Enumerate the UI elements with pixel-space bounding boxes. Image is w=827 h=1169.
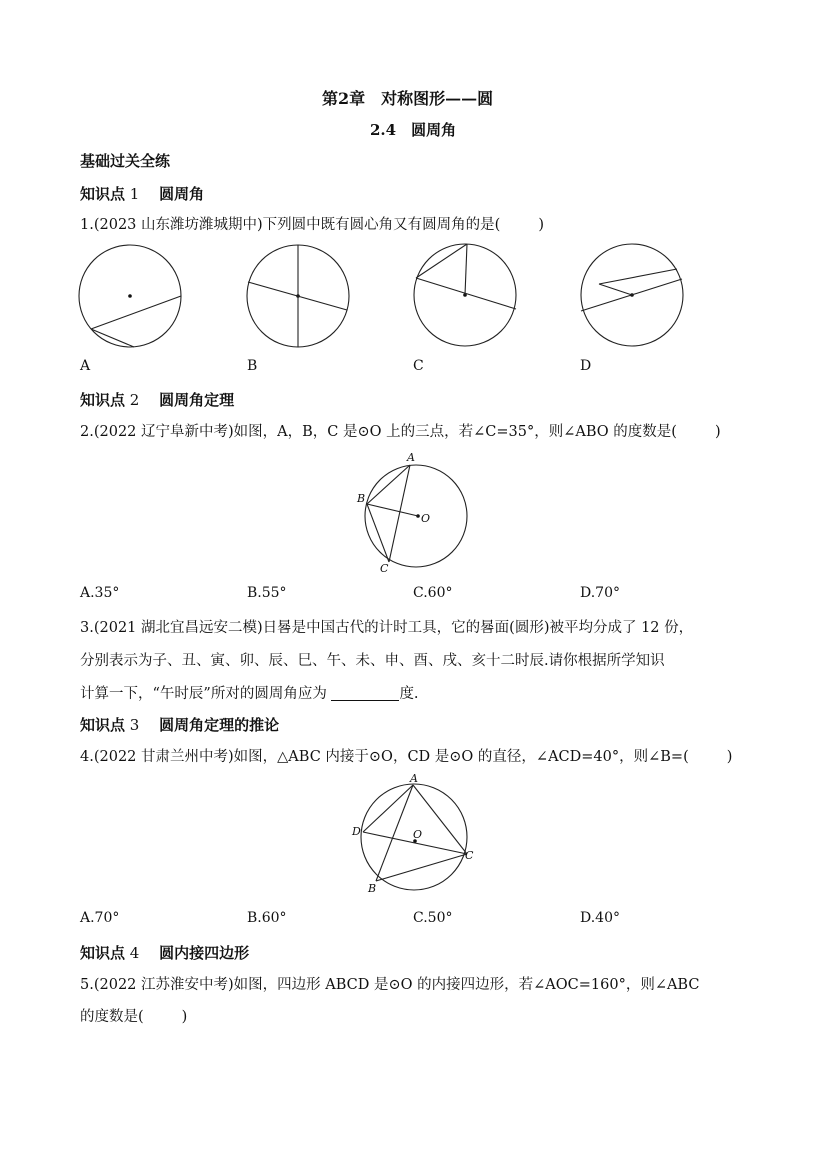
label-c: C bbox=[380, 562, 389, 575]
kp-label: 知识点 bbox=[80, 716, 126, 734]
knowledge-point-3 bbox=[80, 714, 279, 735]
kp-title: 圆内接四边形 bbox=[159, 944, 250, 962]
close-paren: ) bbox=[714, 424, 721, 440]
label-o: O bbox=[413, 828, 423, 841]
close-paren: ) bbox=[181, 1009, 188, 1025]
question-text: 1.(2023 山东潍坊潍城期中)下列圆中既有圆心角又有圆周角的是( bbox=[80, 217, 501, 233]
label-b: B bbox=[368, 882, 377, 895]
q1-option-d[interactable]: D bbox=[580, 358, 592, 374]
kp-label: 知识点 bbox=[80, 391, 126, 409]
kp-label: 知识点 bbox=[80, 185, 126, 203]
question-3-line-1: 3.(2021 湖北宜昌远安二模)日晷是中国古代的计时工具，它的晷面(圆形)被平均分成了 12 份， bbox=[80, 620, 694, 636]
question-5-line-2 bbox=[80, 1007, 187, 1027]
kp-title: 圆周角 bbox=[159, 185, 205, 203]
question-text: 计算一下，“午时辰”所对的圆周角应为 bbox=[80, 686, 327, 702]
label-a: A bbox=[407, 451, 415, 464]
question-text: 2.(2022 辽宁阜新中考)如图，A，B，C 是⊙O 上的三点，若∠C=35°，则∠ABO 的度数是( bbox=[80, 424, 677, 440]
kp-number: 1 bbox=[129, 185, 140, 203]
close-paren: ) bbox=[726, 749, 733, 765]
figure-b bbox=[247, 245, 349, 347]
close-paren: ) bbox=[538, 217, 544, 233]
q4-option-a[interactable]: A.70° bbox=[80, 910, 120, 926]
label-o: O bbox=[421, 512, 431, 525]
knowledge-point-1 bbox=[80, 183, 204, 204]
kp-number: 2 bbox=[129, 391, 140, 409]
figure-a bbox=[79, 245, 181, 347]
q4-figure bbox=[346, 774, 482, 898]
kp-label: 知识点 bbox=[80, 944, 126, 962]
q2-option-a[interactable]: A.35° bbox=[80, 585, 120, 601]
q2-option-b[interactable]: B.55° bbox=[247, 585, 287, 601]
question-text: 的度数是( bbox=[80, 1009, 144, 1025]
q2-figure bbox=[350, 448, 480, 576]
question-3-line-3 bbox=[80, 684, 419, 704]
fill-blank[interactable] bbox=[331, 686, 399, 701]
question-5-line-1: 5.(2022 江苏淮安中考)如图，四边形 ABCD 是⊙O 的内接四边形，若∠AOC=160°，则∠ABC bbox=[80, 977, 700, 993]
question-text-end: 度. bbox=[399, 686, 419, 702]
question-4 bbox=[80, 747, 732, 767]
section-title: 2.4 圆周角 bbox=[370, 121, 457, 139]
label-d: D bbox=[352, 825, 361, 838]
q2-option-d[interactable]: D.70° bbox=[580, 585, 620, 601]
part-heading: 基础过关全练 bbox=[80, 152, 171, 170]
question-1 bbox=[80, 215, 544, 235]
question-3-line-2: 分别表示为子、丑、寅、卯、辰、巳、午、未、申、酉、戌、亥十二时辰.请你根据所学知识 bbox=[80, 653, 665, 669]
figure-d bbox=[581, 244, 683, 346]
chapter-title: 第2章 对称图形——圆 bbox=[322, 89, 494, 108]
figure-c bbox=[414, 244, 516, 346]
label-a: A bbox=[410, 774, 418, 785]
knowledge-point-2 bbox=[80, 389, 234, 410]
q1-option-c[interactable]: C bbox=[413, 358, 424, 374]
kp-title: 圆周角定理 bbox=[159, 391, 235, 409]
knowledge-point-4 bbox=[80, 942, 249, 963]
q4-option-c[interactable]: C.50° bbox=[413, 910, 453, 926]
kp-title: 圆周角定理的推论 bbox=[159, 716, 280, 734]
question-2 bbox=[80, 422, 721, 442]
q1-option-a[interactable]: A bbox=[80, 358, 91, 374]
kp-number: 4 bbox=[129, 944, 140, 962]
question-text: 4.(2022 甘肃兰州中考)如图，△ABC 内接于⊙O，CD 是⊙O 的直径，∠ACD=40°，则∠B=( bbox=[80, 749, 689, 765]
kp-number: 3 bbox=[129, 716, 140, 734]
label-c: C bbox=[465, 849, 474, 862]
q2-option-c[interactable]: C.60° bbox=[413, 585, 453, 601]
q1-option-b[interactable]: B bbox=[247, 358, 258, 374]
q1-figures bbox=[70, 238, 710, 356]
q4-option-d[interactable]: D.40° bbox=[580, 910, 620, 926]
label-b: B bbox=[357, 492, 366, 505]
q4-option-b[interactable]: B.60° bbox=[247, 910, 287, 926]
